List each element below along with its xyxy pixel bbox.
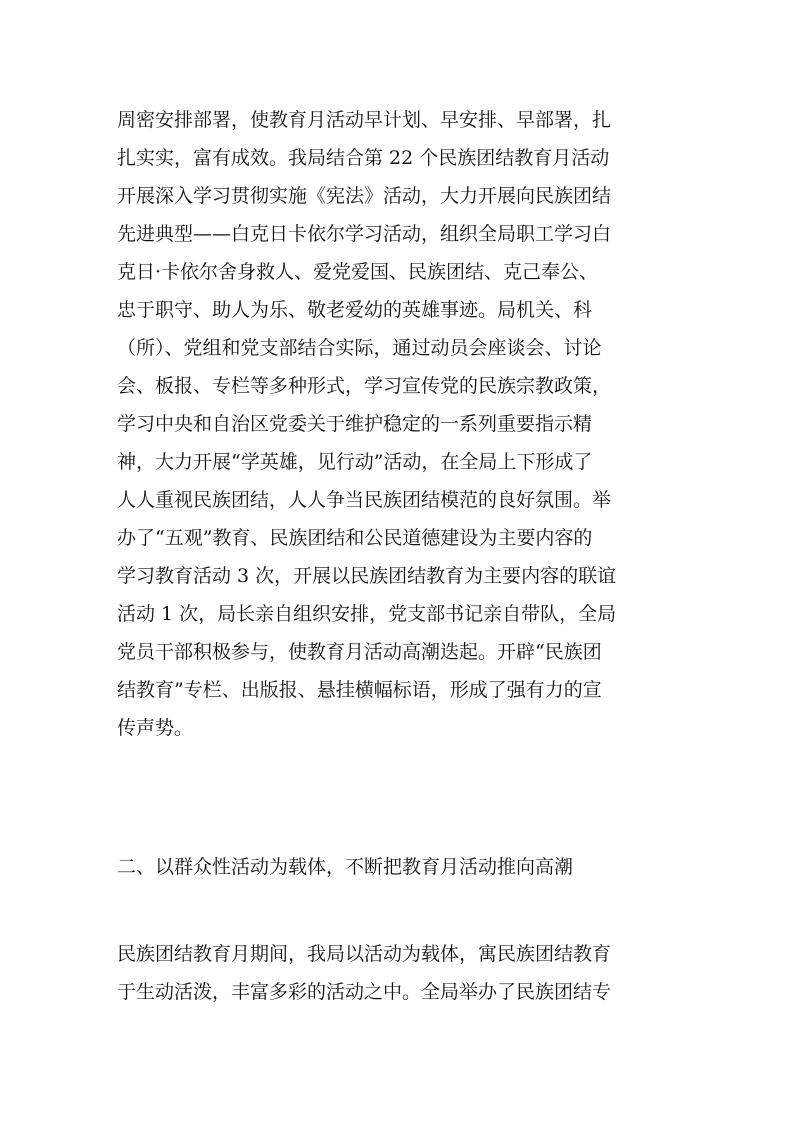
paragraph-1 [117, 101, 689, 747]
section-heading-block [117, 848, 689, 886]
paragraph-line: 会、板报、专栏等多种形式，学习宣传党的民族宗教政策， [117, 375, 612, 397]
section-heading: 二、以群众性活动为载体，不断把教育月活动推向高潮 [117, 856, 574, 878]
paragraph-line: 活动 1 次，局长亲自组织安排，党支部书记亲自带队，全局 [117, 603, 617, 625]
paragraph-2 [117, 935, 689, 1011]
paragraph-line: 学习中央和自治区党委关于维护稳定的一系列重要指示精 [117, 413, 593, 435]
paragraph-line: 先进典型——白克日卡依尔学习活动，组织全局职工学习白 [117, 223, 612, 245]
paragraph-line: 开展深入学习贯彻实施《宪法》活动，大力开展向民族团结 [117, 185, 612, 207]
paragraph-line: 结教育”专栏、出版报、悬挂横幅标语，形成了强有力的宣 [117, 679, 602, 701]
paragraph-line: 克日·卡依尔舍身救人、爱党爱国、民族团结、克己奉公、 [117, 261, 599, 283]
paragraph-line: 学习教育活动 3 次，开展以民族团结教育为主要内容的联谊 [117, 565, 617, 587]
paragraph-line: 民族团结教育月期间，我局以活动为载体，寓民族团结教育 [117, 943, 612, 965]
paragraph-line: 人人重视民族团结，人人争当民族团结模范的良好氛围。举 [117, 489, 612, 511]
paragraph-line: 办了“五观”教育、民族团结和公民道德建设为主要内容的 [117, 527, 593, 549]
paragraph-line: 传声势。 [117, 717, 194, 739]
paragraph-line: 于生动活泼，丰富多彩的活动之中。全局举办了民族团结专 [117, 981, 612, 1003]
paragraph-line: 忠于职守、助人为乐、敬老爱幼的英雄事迹。局机关、科 [117, 299, 593, 321]
paragraph-line: 周密安排部署，使教育月活动早计划、早安排、早部署，扎 [117, 109, 612, 131]
paragraph-line: 扎实实，富有成效。我局结合第 22 个民族团结教育月活动 [117, 147, 610, 169]
paragraph-line: 党员干部积极参与，使教育月活动高潮迭起。开辟“民族团 [117, 641, 602, 663]
paragraph-line: 神，大力开展“学英雄，见行动”活动，在全局上下形成了 [117, 451, 593, 473]
paragraph-line: （所）、党组和党支部结合实际，通过动员会座谈会、讨论 [117, 337, 602, 359]
